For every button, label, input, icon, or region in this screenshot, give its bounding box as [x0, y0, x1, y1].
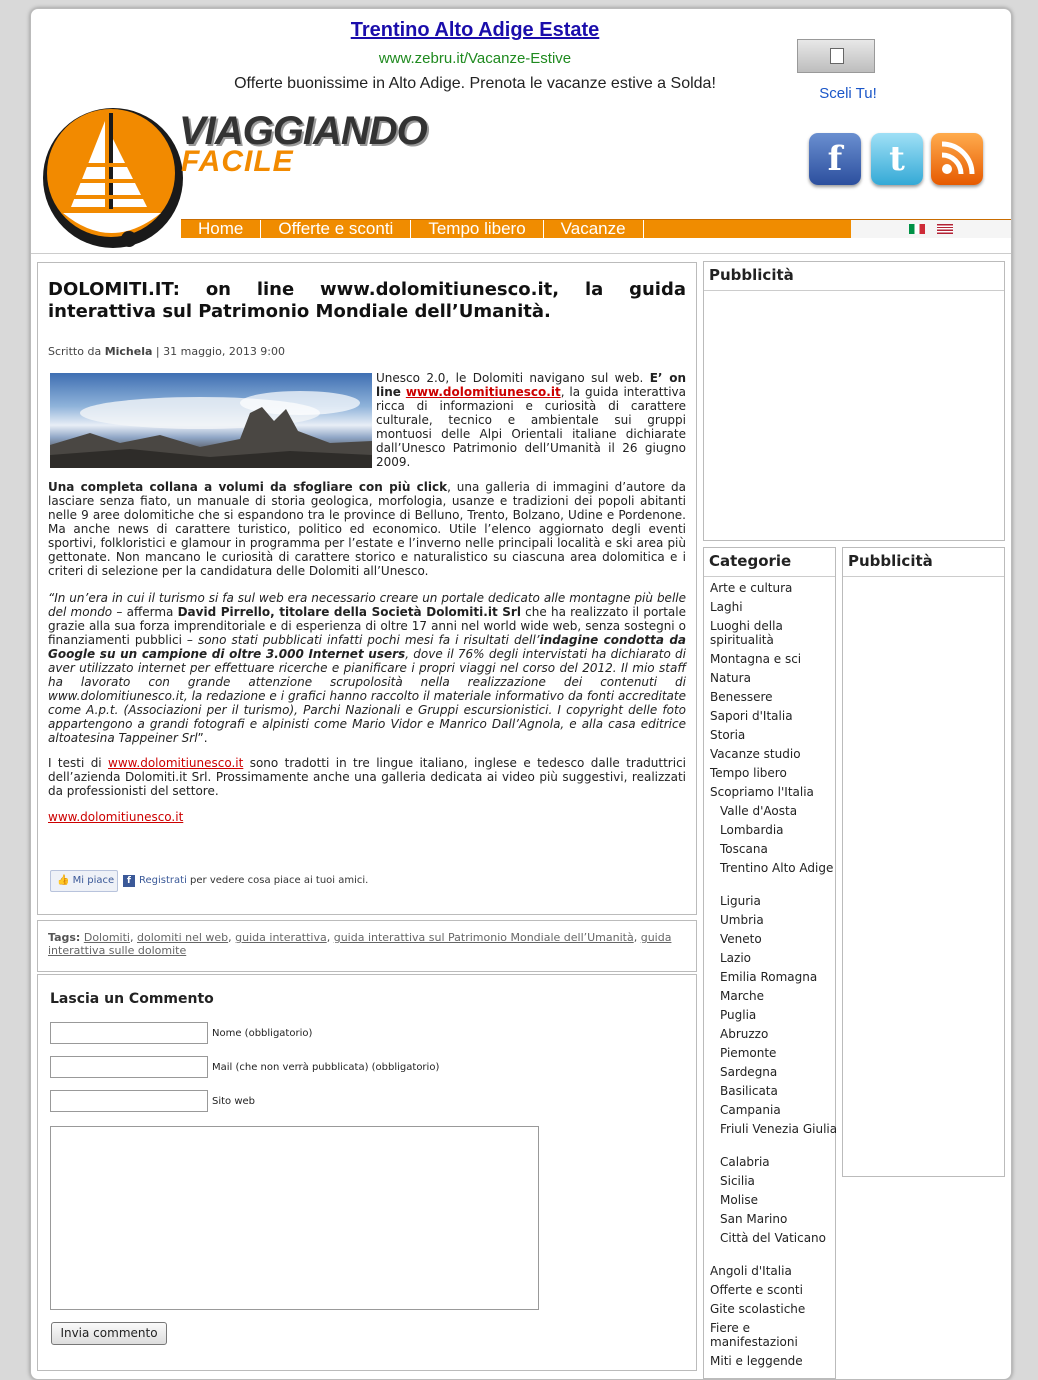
- ad-choose-link[interactable]: Sceli Tu!: [819, 85, 877, 102]
- comment-textarea[interactable]: [50, 1126, 539, 1310]
- rss-feed-icon: [931, 133, 983, 185]
- meta-prefix: Scritto da: [48, 345, 102, 358]
- ad-box-side: [842, 547, 1005, 1177]
- paragraph-4-link[interactable]: www.dolomitiunesco.it: [108, 756, 244, 770]
- category-link[interactable]: Basilicata: [720, 1084, 778, 1098]
- category-link[interactable]: Benessere: [710, 690, 773, 704]
- nav-offerte[interactable]: Offerte e sconti: [261, 220, 411, 238]
- category-link[interactable]: Toscana: [720, 842, 768, 856]
- fb-register-link[interactable]: Registrati: [139, 875, 187, 886]
- header-divider: [31, 253, 1011, 254]
- tags-label: Tags:: [48, 931, 81, 944]
- brand-subtitle: FACILE: [181, 145, 294, 178]
- quote-text-2: che ha realizzato il portale grazie alla sua forza imprenditoriale e di esperienza di oltre 17 anni nel world wide web, senza sostegni o finanziamenti pubblici –: [48, 605, 686, 647]
- categories-title: Categorie: [709, 552, 792, 570]
- paragraph-2: [48, 480, 686, 578]
- tag-link[interactable]: dolomiti nel web: [136, 931, 229, 944]
- ad-title-link[interactable]: Trentino Alto Adige Estate: [350, 19, 600, 41]
- ad-icon: [830, 48, 844, 64]
- comment-form: [37, 974, 697, 1371]
- main-navigation: [181, 219, 1011, 238]
- article-title-line2[interactable]: interattiva sul Patrimonio Mondiale dell’Umanità.: [48, 301, 551, 322]
- category-link[interactable]: Friuli Venezia Giulia: [720, 1122, 838, 1136]
- name-input[interactable]: [50, 1022, 208, 1044]
- article-date: | 31 maggio, 2013 9:00: [155, 345, 286, 358]
- rss-icon[interactable]: [931, 133, 983, 185]
- nav-vacanze[interactable]: Vacanze: [544, 220, 644, 238]
- ad-box-top: [703, 261, 1005, 541]
- category-link[interactable]: Offerte e sconti: [710, 1283, 803, 1297]
- category-link[interactable]: Valle d'Aosta: [720, 804, 798, 818]
- categories-divider: [704, 576, 835, 577]
- name-label: Nome (obbligatorio): [212, 1028, 313, 1039]
- category-link[interactable]: Sardegna: [720, 1065, 778, 1079]
- quote-close: ”.: [197, 731, 208, 745]
- article-meta: [48, 345, 285, 358]
- tags-list: Tags: Dolomiti, dolomiti nel web, guida interattiva, guida interattiva sul Patrimonio Mondiale dell’Umanità, guida interattiva sulle dolomite: [48, 931, 672, 957]
- intro-text-2: , la guida interattiva ricca di informazioni e curiosità di carattere culturale, tecnico e ambientale sui gruppi montuosi delle Alpi Orientali italiane dichiarate dall’Unesco Patrimonio dell’Umanità il 26 giugno 2009.: [376, 385, 686, 469]
- ad-url-link[interactable]: www.zebru.it/Vacanze-Estive: [378, 50, 572, 67]
- source-link[interactable]: www.dolomitiunesco.it: [48, 810, 184, 824]
- intro-text: Unesco 2.0, le Dolomiti navigano sul web.: [376, 371, 644, 385]
- article-author: Michela: [104, 345, 153, 358]
- english-flag-icon[interactable]: [937, 224, 953, 234]
- language-switch: [851, 220, 1011, 238]
- intro-paragraph: [376, 371, 686, 469]
- quote-connector: – afferma: [112, 605, 178, 619]
- submit-comment-button[interactable]: Invia commento: [51, 1322, 167, 1345]
- category-link[interactable]: Calabria: [720, 1155, 770, 1169]
- paragraph-2-bold: Una completa collana a volumi da sfogliare con più click: [48, 480, 448, 494]
- facebook-icon[interactable]: f: [809, 133, 861, 185]
- comment-title: Lascia un Commento: [50, 991, 214, 1007]
- category-link[interactable]: Scopriamo l'Italia: [710, 785, 814, 799]
- category-link[interactable]: Vacanze studio: [710, 747, 801, 761]
- category-link[interactable]: San Marino: [720, 1212, 788, 1226]
- nav-home[interactable]: Home: [181, 220, 261, 238]
- like-label: Mi piace: [72, 875, 115, 886]
- mail-label: Mail (che non verrà pubblicata) (obbligatorio): [212, 1062, 440, 1073]
- category-link[interactable]: Veneto: [720, 932, 762, 946]
- article-title[interactable]: DOLOMITI.IT: on line www.dolomitiunesco.it, la guida: [48, 279, 686, 300]
- quote-text-4: , dove il 76% degli intervistati ha dichiarato di aver utilizzato internet per effettuare ricerche e pianificare i propri viaggi nel corso del 2012. Il mio staff ha lavorato con grande attenzione scrupolosità nella realizzazione dei contenuti di www.dolomitiunesco.it, la redazione e i grafici hanno raccolto il materiale informativo da fonti accreditate come A.p.t. (Associazioni per il turismo), Parchi Nazionali e Gruppi escursionistici. I copyright delle foto appartengono a grandi fotografi e alpinisti come Mario Vidor e Manrico Dall’Agnola, e alla casa editrice altoatesina Tappeiner Srl: [48, 647, 686, 745]
- quote-text-3: sono stati pubblicati infatti pochi mesi fa i risultati dell’: [192, 633, 540, 647]
- nav-tempo-libero[interactable]: Tempo libero: [411, 220, 543, 238]
- page-container: [30, 8, 1012, 1380]
- category-link[interactable]: Abruzzo: [720, 1027, 769, 1041]
- category-link[interactable]: Umbria: [720, 913, 764, 927]
- category-link[interactable]: Luoghi della spiritualità: [710, 619, 783, 647]
- article: [37, 262, 697, 915]
- brand-title: VIAGGIANDO: [179, 109, 427, 153]
- fb-text: per vedere cosa piace ai tuoi amici.: [186, 875, 369, 886]
- category-link[interactable]: Sicilia: [720, 1174, 755, 1188]
- category-link[interactable]: Laghi: [710, 600, 743, 614]
- category-link[interactable]: Marche: [720, 989, 764, 1003]
- website-input[interactable]: [50, 1090, 208, 1112]
- sailboat-logo-icon: [43, 103, 183, 253]
- ad-box-divider-2: [843, 576, 1004, 577]
- category-link[interactable]: Miti e leggende: [710, 1354, 803, 1368]
- mountain-photo: [50, 373, 372, 468]
- facebook-small-icon: f: [123, 875, 135, 887]
- ad-box-title: Pubblicità: [709, 266, 794, 284]
- category-link[interactable]: Storia: [710, 728, 746, 742]
- like-button[interactable]: [50, 870, 118, 892]
- site-logo[interactable]: [43, 103, 183, 256]
- ad-box-title-2: Pubblicità: [848, 552, 933, 570]
- quote-text: “In un’era in cui il turismo si fa sul web era necessario creare un portale dedicato alle montagne più belle del mondo: [48, 591, 686, 619]
- ad-description: Offerte buonissime in Alto Adige. Prenota le vacanze estive a Solda!: [234, 75, 716, 92]
- dolomiti-panorama-image: [50, 373, 372, 468]
- tag-link[interactable]: guida interattiva: [235, 931, 327, 944]
- ad-box-divider: [704, 290, 1004, 291]
- category-link[interactable]: Gite scolastiche: [710, 1302, 806, 1316]
- intro-bold: E’ on line: [376, 371, 686, 399]
- category-link[interactable]: Tempo libero: [710, 766, 787, 780]
- category-link[interactable]: Puglia: [720, 1008, 757, 1022]
- paragraph-4-text-2: sono tradotti in tre lingue italiano, inglese e tedesco dalle traduttrici dell’azienda Dolomiti.it Srl. Prossimamente anche una galleria dedicata ai video più suggestivi, realizzati da professionisti del settore.: [48, 756, 687, 798]
- twitter-icon[interactable]: t: [871, 133, 923, 185]
- category-link[interactable]: Piemonte: [720, 1046, 777, 1060]
- category-link[interactable]: Arte e cultura: [710, 581, 793, 595]
- category-link[interactable]: Sapori d'Italia: [710, 709, 793, 723]
- category-link[interactable]: Molise: [720, 1193, 758, 1207]
- category-link[interactable]: Natura: [710, 671, 751, 685]
- tags-box: [37, 920, 697, 972]
- category-link[interactable]: Angoli d'Italia: [710, 1264, 792, 1278]
- category-link[interactable]: Lombardia: [720, 823, 784, 837]
- facebook-social-text: [123, 875, 368, 887]
- italian-flag-icon[interactable]: [909, 224, 925, 234]
- source-link-row: [48, 810, 686, 824]
- mail-input[interactable]: [50, 1056, 208, 1078]
- category-link[interactable]: Trentino Alto Adige: [720, 861, 834, 875]
- category-link[interactable]: Fiere e manifestazioni: [710, 1321, 798, 1349]
- website-label: Sito web: [212, 1096, 256, 1107]
- quote-bold: indagine condotta da Google su un campione di oltre 3.000 Internet users: [48, 633, 687, 661]
- top-advertisement: [31, 9, 1011, 104]
- category-link[interactable]: Liguria: [720, 894, 761, 908]
- paragraph-3: [48, 591, 686, 745]
- tag-link[interactable]: guida interattiva sulle dolomite: [48, 931, 672, 957]
- category-link[interactable]: Città del Vaticano: [720, 1231, 827, 1245]
- tag-link[interactable]: guida interattiva sul Patrimonio Mondiale dell’Umanità: [333, 931, 634, 944]
- tag-link[interactable]: Dolomiti: [83, 931, 130, 944]
- thumbs-up-icon: 👍: [57, 875, 70, 886]
- category-link[interactable]: Emilia Romagna: [720, 970, 818, 984]
- category-link[interactable]: Campania: [720, 1103, 781, 1117]
- categories-box: [703, 547, 836, 1379]
- paragraph-2-text: , una galleria di immagini d’autore da lasciare senza fiato, un manuale di storia geologica, morfologia, usanze e tradizioni dei popoli abitanti nelle 9 aree dolomitiche che si espandono tra le province di Belluno, Trento, Bolzano, Udine e Pordenone. Ma anche news di carattere turistico, politico ed economico. Utile l’elenco aggiornato degli eventi sportivi, folkloristici e glamour in programma per l’estate e l’inverno nelle principali località e ski area più gettonate. Non mancano le curiosità di carattere storico e naturalistico su ciascuna area dolomitica e i criteri di selezione per la candidatura delle Dolomiti all’Unesco.: [48, 480, 686, 578]
- category-link[interactable]: Montagna e sci: [710, 652, 802, 666]
- paragraph-4: [48, 756, 686, 798]
- category-link[interactable]: Lazio: [720, 951, 752, 965]
- paragraph-4-text: I testi di: [48, 756, 109, 770]
- quote-author: David Pirrello, titolare della Società Dolomiti.it Srl: [177, 605, 521, 619]
- intro-link[interactable]: www.dolomitiunesco.it: [405, 385, 561, 399]
- ad-choices-button[interactable]: [797, 39, 875, 73]
